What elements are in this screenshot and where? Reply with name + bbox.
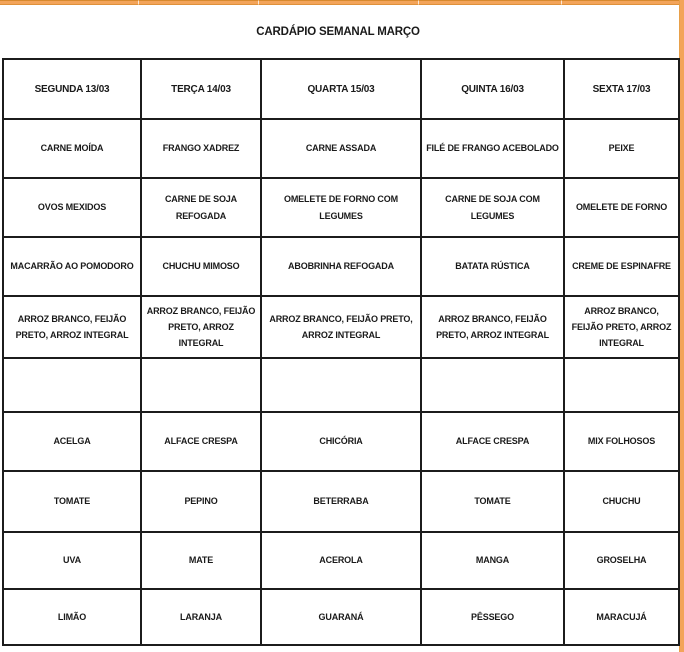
menu-cell: ACEROLA bbox=[261, 532, 421, 589]
menu-row-main-dish bbox=[3, 119, 679, 178]
menu-cell: BETERRABA bbox=[261, 471, 421, 532]
menu-cell: ARROZ BRANCO, FEIJÃO PRETO, ARROZ INTEGRAL bbox=[261, 296, 421, 358]
menu-cell: CARNE ASSADA bbox=[261, 119, 421, 178]
menu-cell: PEPINO bbox=[141, 471, 261, 532]
menu-cell: MANGA bbox=[421, 532, 564, 589]
menu-cell: PEIXE bbox=[564, 119, 679, 178]
menu-cell: UVA bbox=[3, 532, 141, 589]
menu-cell: ARROZ BRANCO, FEIJÃO PRETO, ARROZ INTEGRAL bbox=[3, 296, 141, 358]
menu-cell: FILÉ DE FRANGO ACEBOLADO bbox=[421, 119, 564, 178]
menu-cell: ARROZ BRANCO, FEIJÃO PRETO, ARROZ INTEGRAL bbox=[141, 296, 261, 358]
menu-cell: OMELETE DE FORNO bbox=[564, 178, 679, 237]
menu-row-side-dish bbox=[3, 237, 679, 296]
menu-cell: CARNE MOÍDA bbox=[3, 119, 141, 178]
title-row bbox=[0, 5, 676, 58]
menu-cell bbox=[261, 358, 421, 412]
day-header-row bbox=[3, 59, 679, 119]
menu-cell: ALFACE CRESPA bbox=[421, 412, 564, 471]
menu-cell: OVOS MEXIDOS bbox=[3, 178, 141, 237]
menu-cell: ABOBRINHA REFOGADA bbox=[261, 237, 421, 296]
day-header-tuesday: TERÇA 14/03 bbox=[141, 59, 261, 119]
day-header-thursday: QUINTA 16/03 bbox=[421, 59, 564, 119]
menu-cell: CHICÓRIA bbox=[261, 412, 421, 471]
menu-cell: CHUCHU bbox=[564, 471, 679, 532]
menu-cell bbox=[3, 358, 141, 412]
menu-row-fruit bbox=[3, 532, 679, 589]
menu-cell: ALFACE CRESPA bbox=[141, 412, 261, 471]
menu-cell: TOMATE bbox=[3, 471, 141, 532]
menu-cell: MIX FOLHOSOS bbox=[564, 412, 679, 471]
day-header-monday: SEGUNDA 13/03 bbox=[3, 59, 141, 119]
menu-cell: MARACUJÁ bbox=[564, 589, 679, 645]
menu-cell bbox=[564, 358, 679, 412]
menu-cell bbox=[421, 358, 564, 412]
menu-cell: TOMATE bbox=[421, 471, 564, 532]
day-header-friday: SEXTA 17/03 bbox=[564, 59, 679, 119]
day-header-wednesday: QUARTA 15/03 bbox=[261, 59, 421, 119]
menu-cell: MATE bbox=[141, 532, 261, 589]
menu-cell: GROSELHA bbox=[564, 532, 679, 589]
page-title: CARDÁPIO SEMANAL MARÇO bbox=[256, 25, 420, 38]
menu-cell: CARNE DE SOJA REFOGADA bbox=[141, 178, 261, 237]
menu-table bbox=[2, 58, 680, 646]
menu-cell: PÊSSEGO bbox=[421, 589, 564, 645]
menu-row-vegetarian-option bbox=[3, 178, 679, 237]
menu-cell: ACELGA bbox=[3, 412, 141, 471]
menu-cell: BATATA RÚSTICA bbox=[421, 237, 564, 296]
menu-cell: MACARRÃO AO POMODORO bbox=[3, 237, 141, 296]
menu-cell: CHUCHU MIMOSO bbox=[141, 237, 261, 296]
menu-cell: OMELETE DE FORNO COM LEGUMES bbox=[261, 178, 421, 237]
menu-cell bbox=[141, 358, 261, 412]
menu-cell: ARROZ BRANCO, FEIJÃO PRETO, ARROZ INTEGRAL bbox=[421, 296, 564, 358]
menu-row-rice-beans bbox=[3, 296, 679, 358]
menu-cell: LIMÃO bbox=[3, 589, 141, 645]
menu-row-juice bbox=[3, 589, 679, 645]
menu-cell: GUARANÁ bbox=[261, 589, 421, 645]
menu-cell: CARNE DE SOJA COM LEGUMES bbox=[421, 178, 564, 237]
menu-cell: CREME DE ESPINAFRE bbox=[564, 237, 679, 296]
menu-row-salad-2 bbox=[3, 471, 679, 532]
menu-cell: ARROZ BRANCO, FEIJÃO PRETO, ARROZ INTEGRAL bbox=[564, 296, 679, 358]
menu-cell: LARANJA bbox=[141, 589, 261, 645]
menu-row-empty bbox=[3, 358, 679, 412]
menu-cell: FRANGO XADREZ bbox=[141, 119, 261, 178]
menu-row-salad-1 bbox=[3, 412, 679, 471]
